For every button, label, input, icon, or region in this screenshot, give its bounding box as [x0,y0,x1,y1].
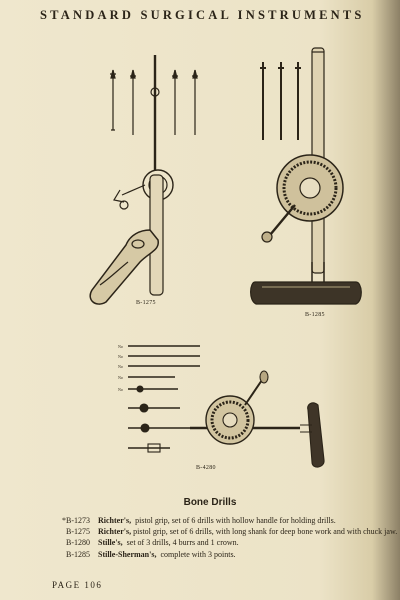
product-description: pistol grip, set of 6 drills, with long shank for deep bone work and with chuck jaw. [133,527,398,537]
svg-text:No: No [118,354,123,359]
product-code: B-1275 [66,527,90,537]
product-name: Richter's, [98,527,132,537]
page-header: STANDARD SURGICAL INSTRUMENTS [40,8,365,22]
product-code: *B-1273 [62,516,90,525]
product-entry [42,549,400,560]
product-description: set of 3 drills, 4 burrs and 1 crown. [126,538,239,548]
section-title: Bone Drills [183,497,237,508]
caption-b1275: B-1275 [136,300,156,306]
caption-b1285: B-1285 [305,312,325,318]
product-name: Stille-Sherman's, [98,549,157,559]
product-entry [42,515,400,526]
svg-text:No: No [118,375,123,380]
product-entry [42,537,400,548]
svg-text:No: No [118,364,123,369]
product-description: complete with 3 points. [160,549,236,559]
product-name: Richter's, [98,516,132,525]
drill-bits-b1285 [260,62,301,140]
caption-b4280: B-4280 [196,465,216,471]
product-description: pistol grip, set of 6 drills with hollow handle for holding drills. [135,516,336,525]
svg-text:No: No [118,344,123,349]
product-entry [42,526,400,537]
drill-set-b4280 [118,344,205,452]
svg-text:No: No [118,387,123,392]
product-code: B-1285 [66,549,90,559]
figure-b1285-illustration [251,48,362,304]
product-list [42,515,400,560]
page-number: PAGE 106 [52,580,103,590]
product-name: Stille's, [98,538,123,548]
figure-b4280-illustration [118,344,324,467]
figure-b1275-illustration [90,55,198,304]
product-description-wrap [98,526,398,537]
product-code: B-1280 [66,538,90,548]
